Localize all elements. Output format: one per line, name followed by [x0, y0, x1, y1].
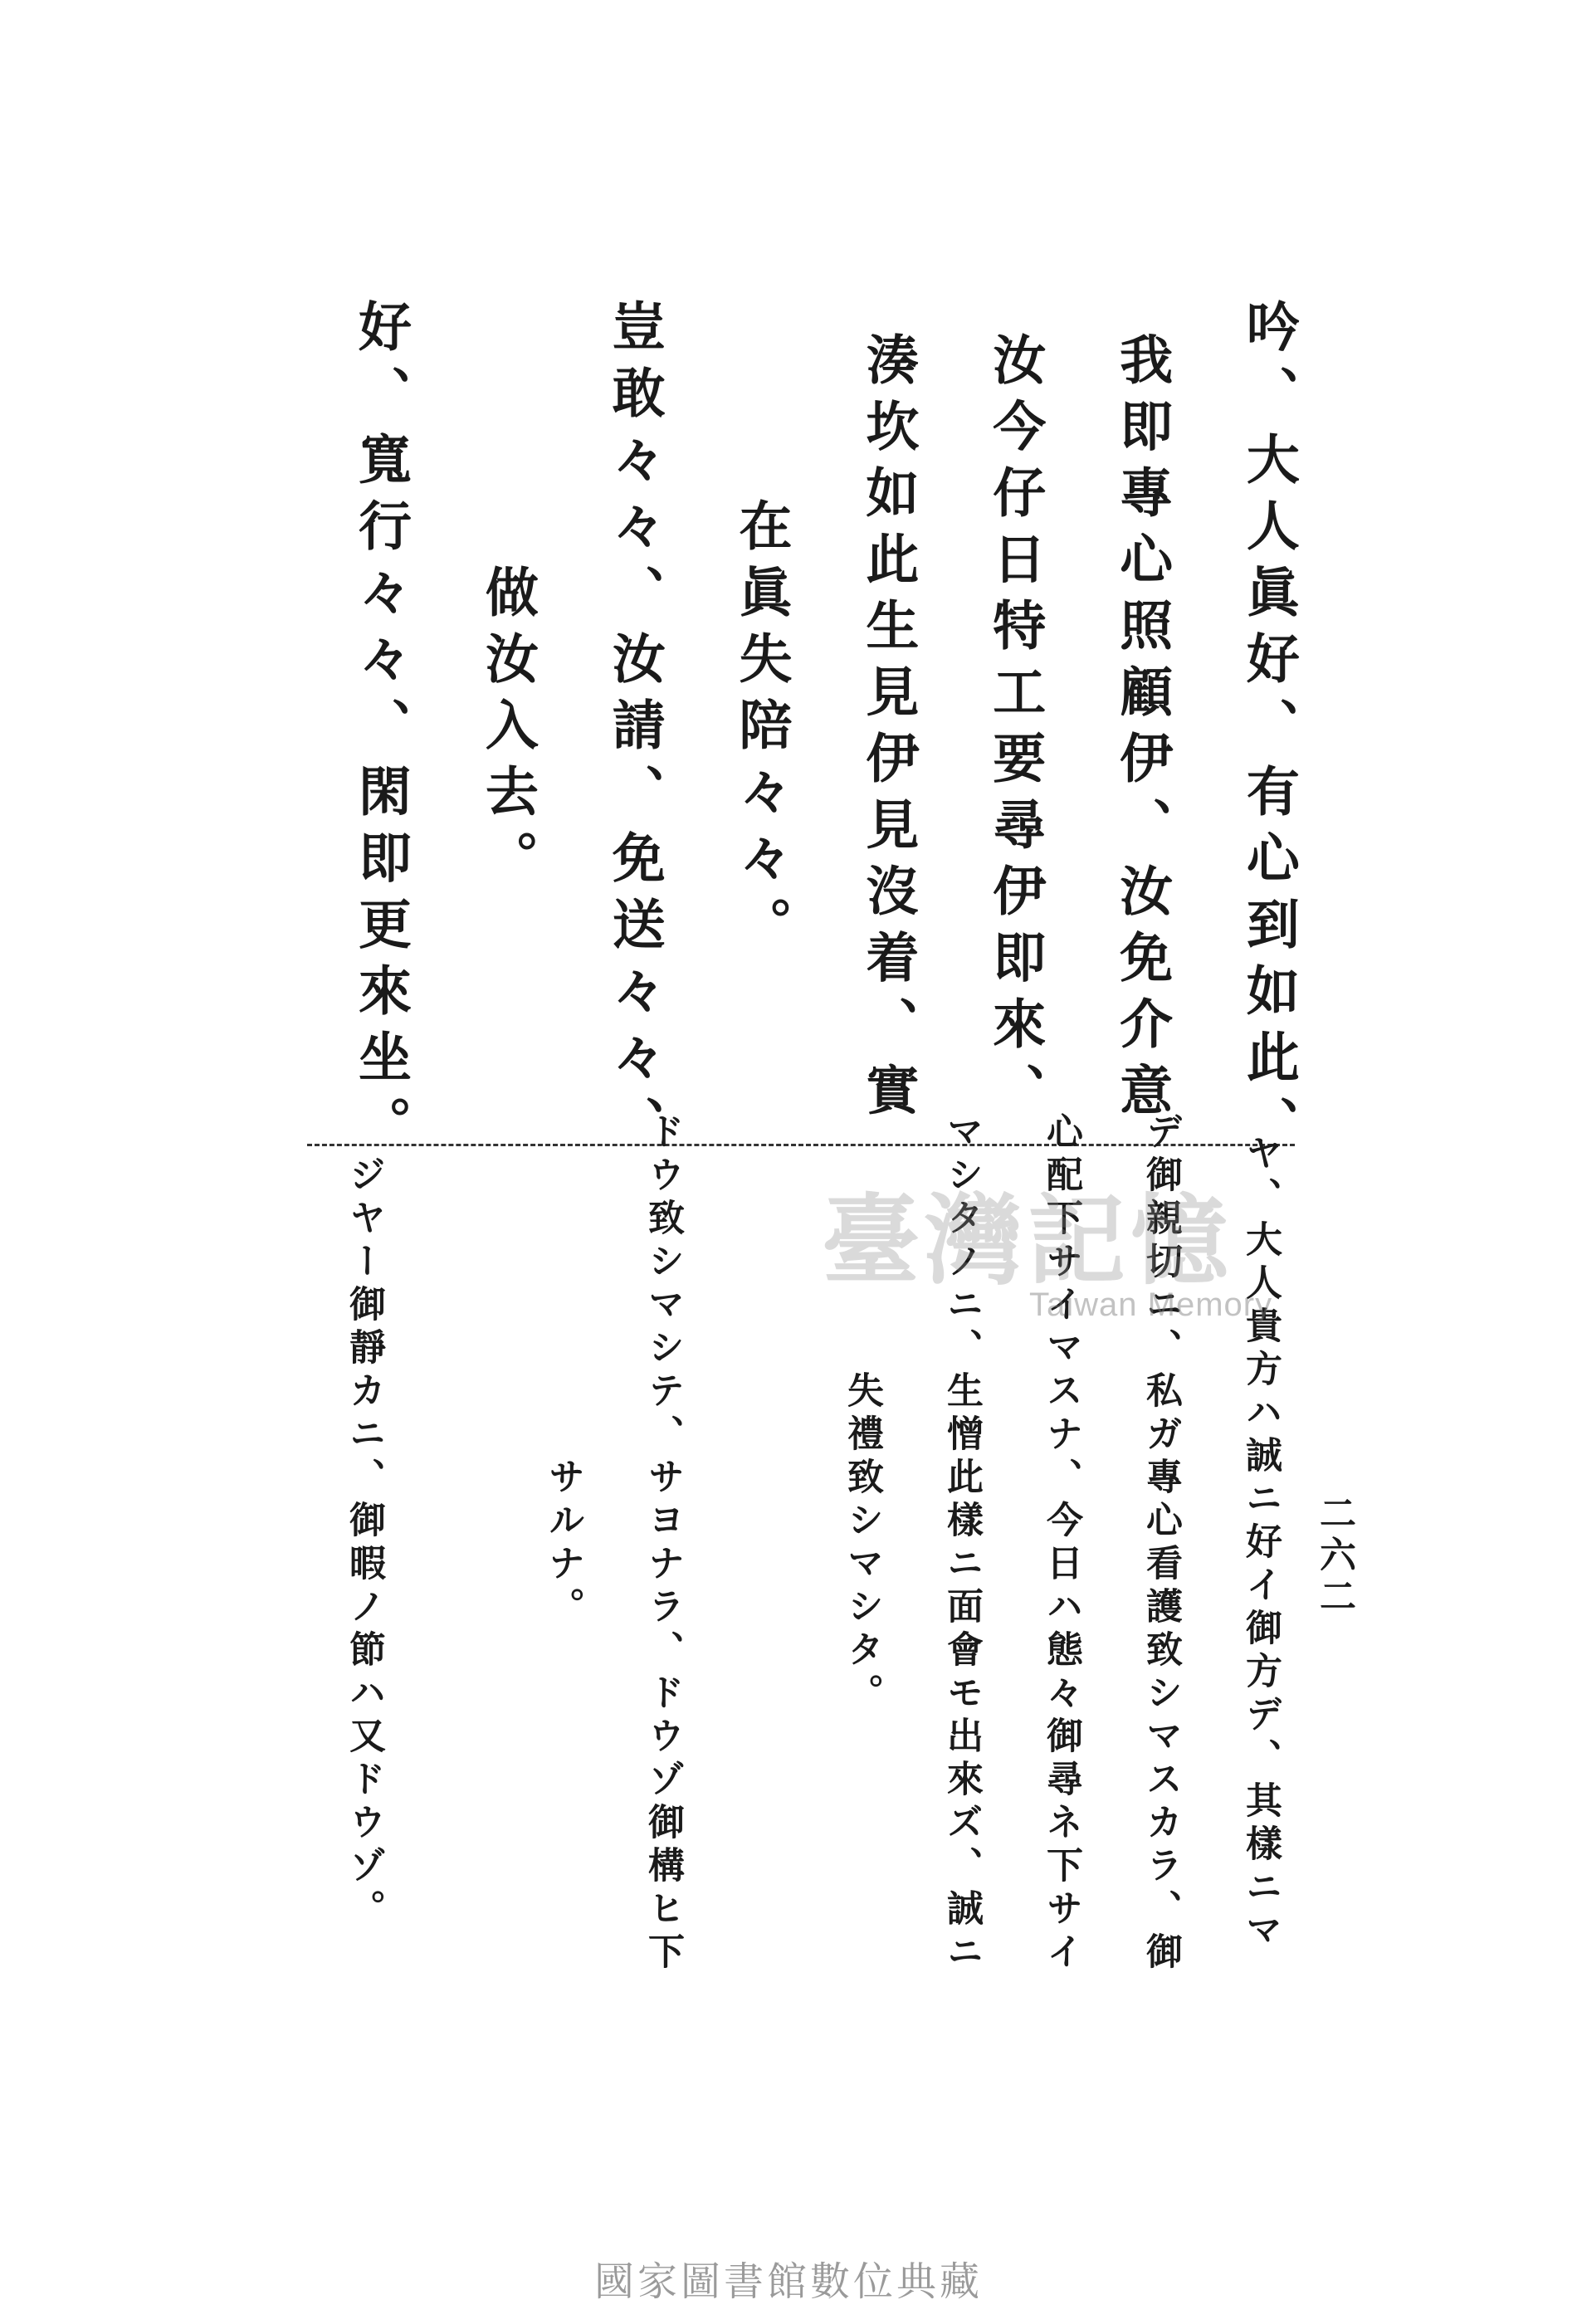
dialogue-column: 我即專心照顧伊、汝免介意 — [1111, 332, 1174, 1129]
dialogue-column: 好、寬行々々、閑即更來坐。 — [349, 299, 412, 1162]
translation-block — [324, 1112, 1282, 1975]
translation-column: 心配下サイマスナ、今日ハ態々御尋ネ下サイ — [1040, 1112, 1082, 1975]
dialogue-column: 汝今仔日特工要尋伊即來、 — [984, 332, 1047, 1129]
translation-column: デ御親切ニ、私ガ專心看護致シマスカラ、御 — [1140, 1112, 1182, 1975]
translation-column: サルナ。 — [542, 1457, 584, 1630]
translation-column: ヤ、大人貴方ハ誠ニ好イ御方デ、其樣ニマ — [1239, 1134, 1282, 1954]
translation-column-spacer — [722, 1179, 780, 1909]
page-number: 二六二 — [1313, 1494, 1355, 1618]
dialogue-column: 吟、大人眞好、有心到如此、 — [1237, 299, 1300, 1162]
translation-column: ジヤー御靜カニ、御暇ノ節ハ又ドウゾ。 — [343, 1155, 385, 1932]
watermark-sub-text: Taiwan Memory — [1029, 1286, 1273, 1323]
footer-credit: 國家圖書館數位典藏 — [593, 2258, 983, 2305]
watermark-main-text: 臺灣記憶 — [822, 1183, 1234, 1298]
translation-column: 失禮致シマシタ。 — [841, 1371, 883, 1716]
translation-column-spacer — [423, 1179, 481, 1909]
dialogue-column: 做汝入去。 — [476, 564, 539, 896]
translation-column: ドウ致シマシテ、サヨナラ、ドウゾ御構ヒ下 — [642, 1112, 684, 1975]
translation-column: マシタノニ、生憎此樣ニ面會モ出來ズ、誠ニ — [940, 1112, 983, 1975]
dialogue-column: 在眞失陪々々。 — [730, 498, 793, 963]
dialogue-block — [315, 299, 1300, 1162]
dialogue-column: 豈敢々々、汝請、免送々々、 — [603, 299, 666, 1162]
dialogue-column: 湊坎如此生見伊見沒着、實 — [857, 332, 920, 1129]
